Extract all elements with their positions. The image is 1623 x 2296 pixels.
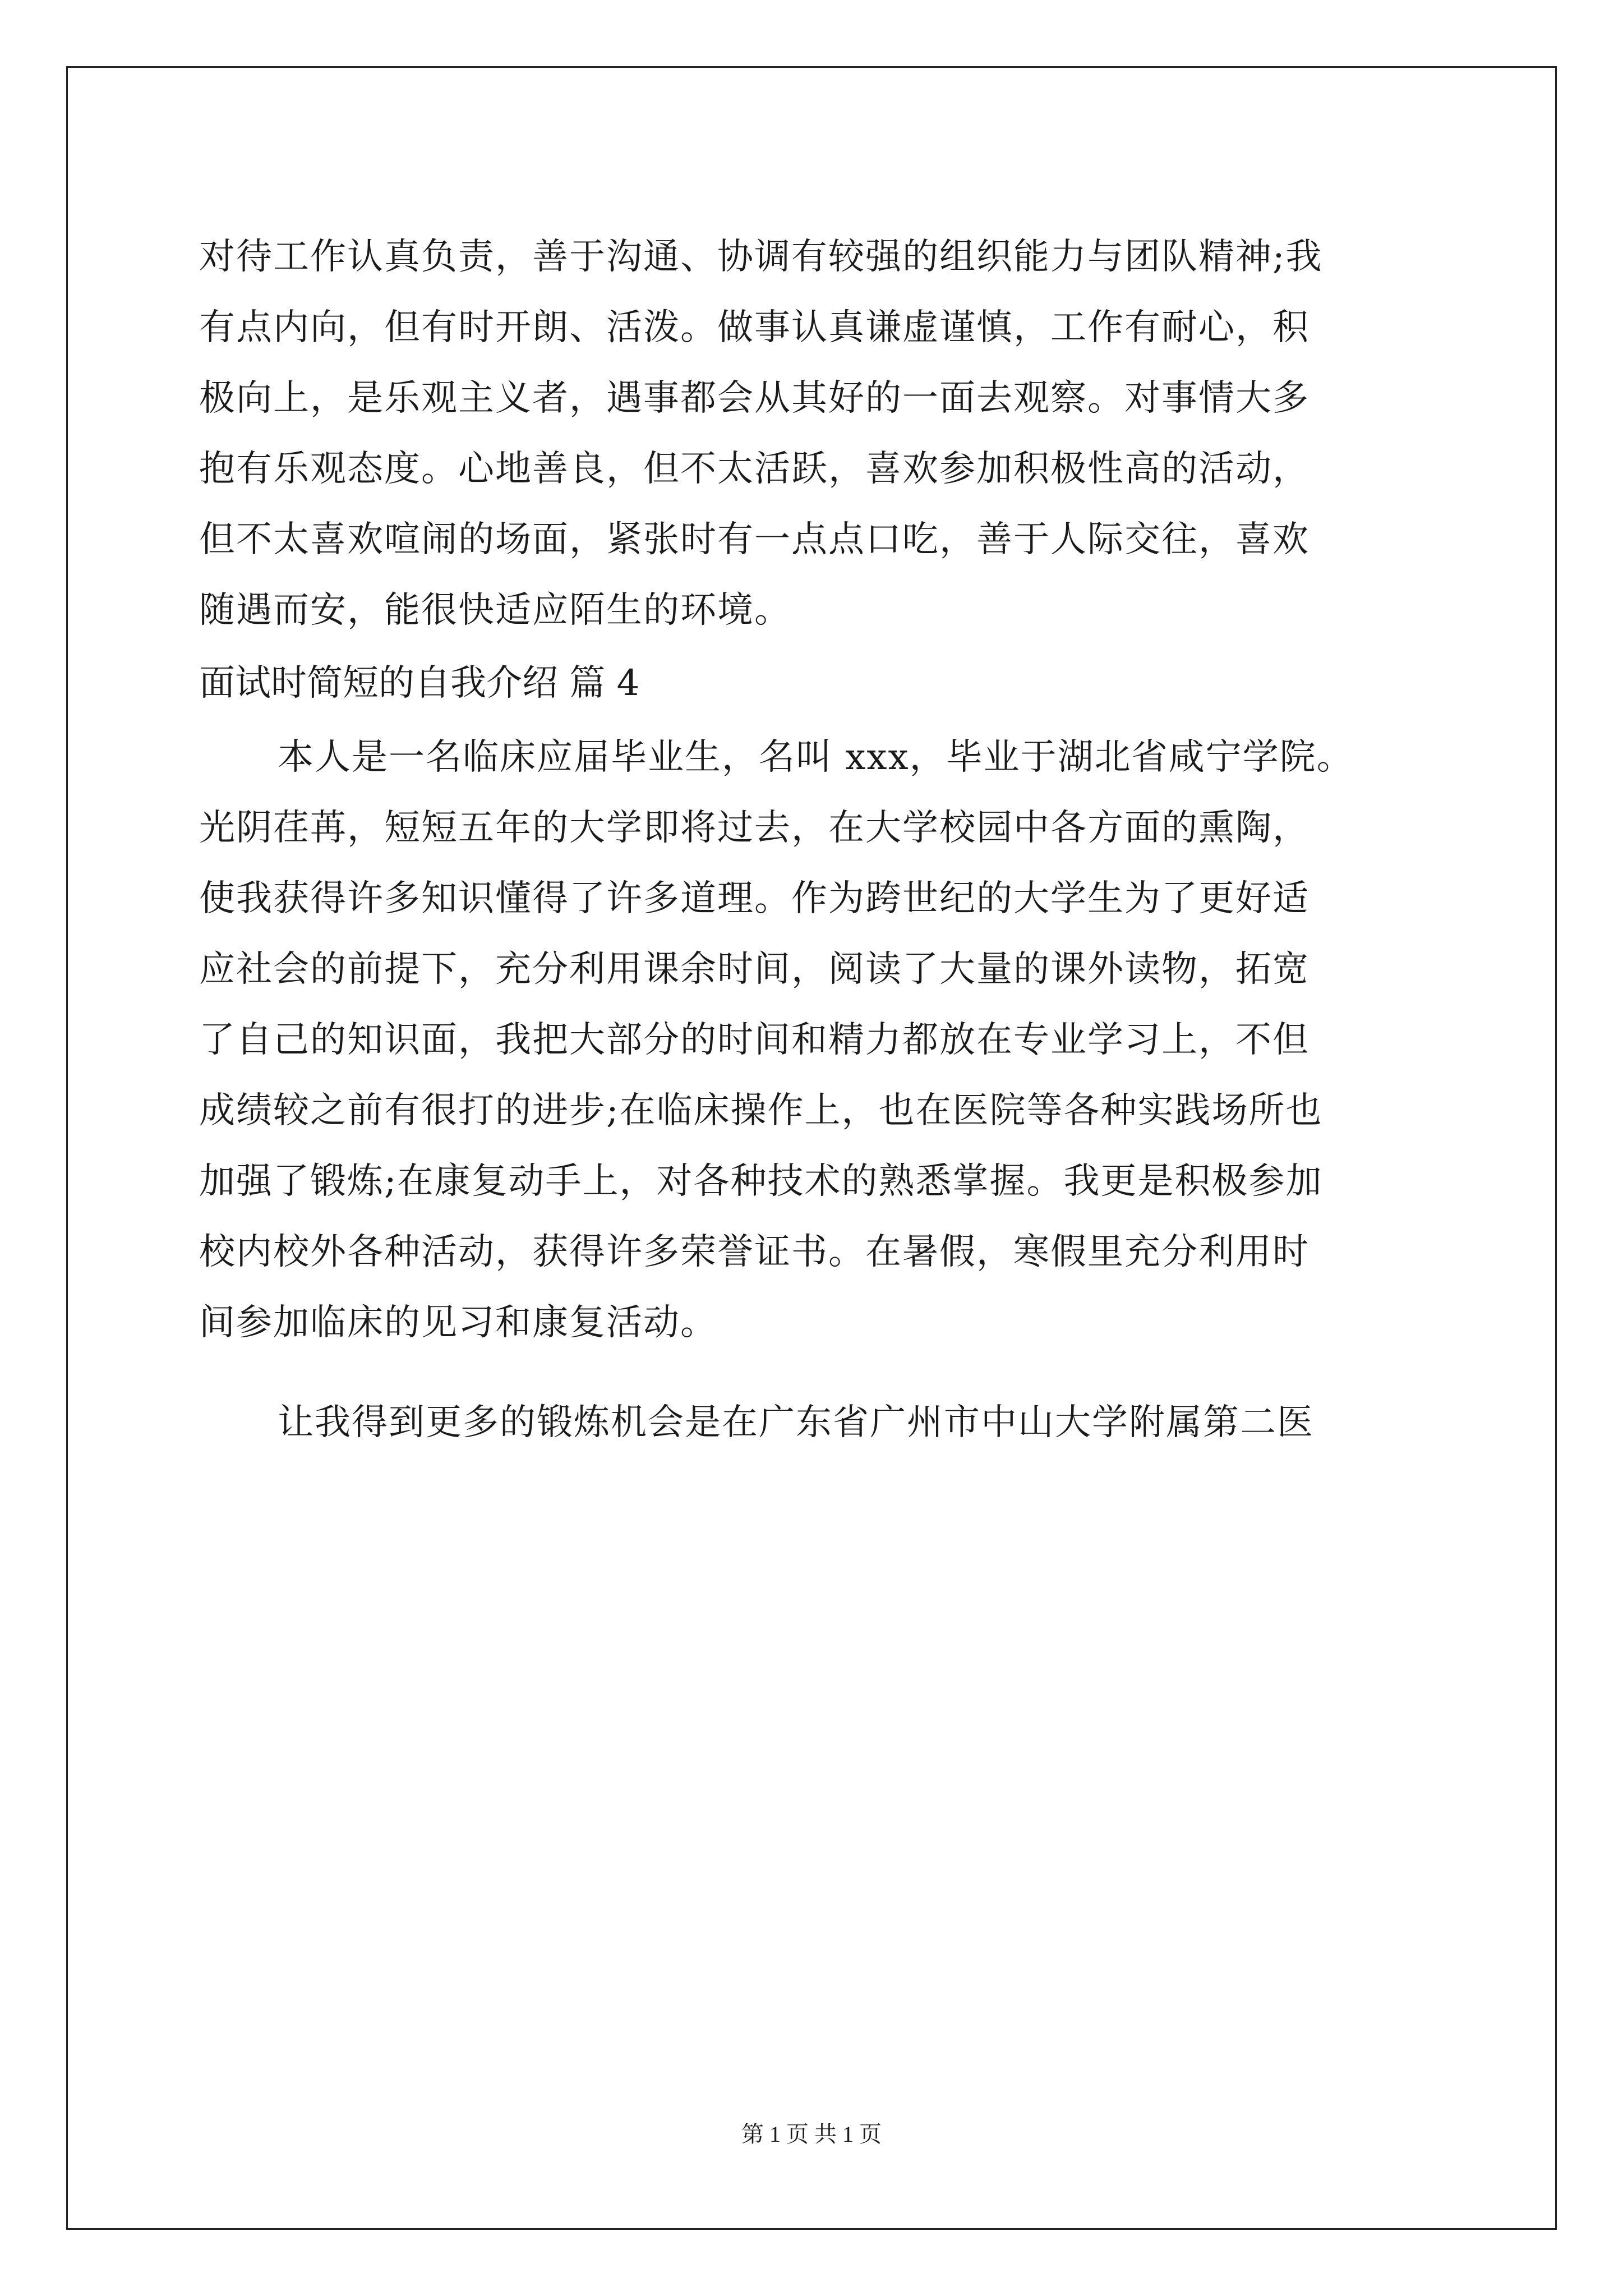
text-line: 极向上，是乐观主义者，遇事都会从其好的一面去观察。对事情大多: [199, 378, 1310, 419]
text-line: 让我得到更多的锻炼机会是在广东省广州市中山大学附属第二医: [278, 1402, 1314, 1443]
text-line: 间参加临床的见习和康复活动。: [199, 1302, 717, 1343]
paragraph: [199, 1387, 1433, 1458]
text-line: 有点内向，但有时开朗、活泼。做事认真谦虚谨慎，工作有耐心，积: [199, 307, 1310, 348]
text-line: 使我获得许多知识懂得了许多道理。作为跨世纪的大学生为了更好适: [199, 878, 1310, 919]
text-line: 应社会的前提下，充分利用课余时间，阅读了大量的课外读物，拓宽: [199, 949, 1310, 990]
paragraph-spacer: [199, 1358, 1433, 1385]
text-line: 随遇而安，能很快适应陌生的环境。: [199, 590, 791, 631]
text-line: 光阴荏苒，短短五年的大学即将过去，在大学校园中各方面的熏陶，: [199, 807, 1310, 849]
text-line: 了自己的知识面，我把大部分的时间和精力都放在专业学习上，不但: [199, 1019, 1310, 1061]
paragraph: [199, 222, 1433, 646]
text-line: 加强了锻炼;在康复动手上，对各种技术的熟悉掌握。我更是积极参加: [199, 1161, 1323, 1202]
section-heading: 面试时简短的自我介绍 篇 4: [199, 662, 640, 704]
document-body: [199, 222, 1433, 1458]
text-line: 本人是一名临床应届毕业生，名叫 xxx，毕业于湖北省咸宁学院。: [278, 737, 1354, 778]
page-footer: 第 1 页 共 1 页: [741, 2122, 882, 2147]
text-line: 抱有乐观态度。心地善良，但不太活跃，喜欢参加积极性高的活动，: [199, 448, 1310, 490]
paragraph: [199, 722, 1433, 1358]
text-line: 对待工作认真负责，善于沟通、协调有较强的组织能力与团队精神;我: [199, 236, 1323, 278]
text-line: 校内校外各种活动，获得许多荣誉证书。在暑假，寒假里充分利用时: [199, 1231, 1310, 1273]
text-line: 但不太喜欢喧闹的场面，紧张时有一点点口吃，善于人际交往，喜欢: [199, 519, 1310, 560]
text-line: 成绩较之前有很打的进步;在临床操作上，也在医院等各种实践场所也: [199, 1090, 1323, 1131]
